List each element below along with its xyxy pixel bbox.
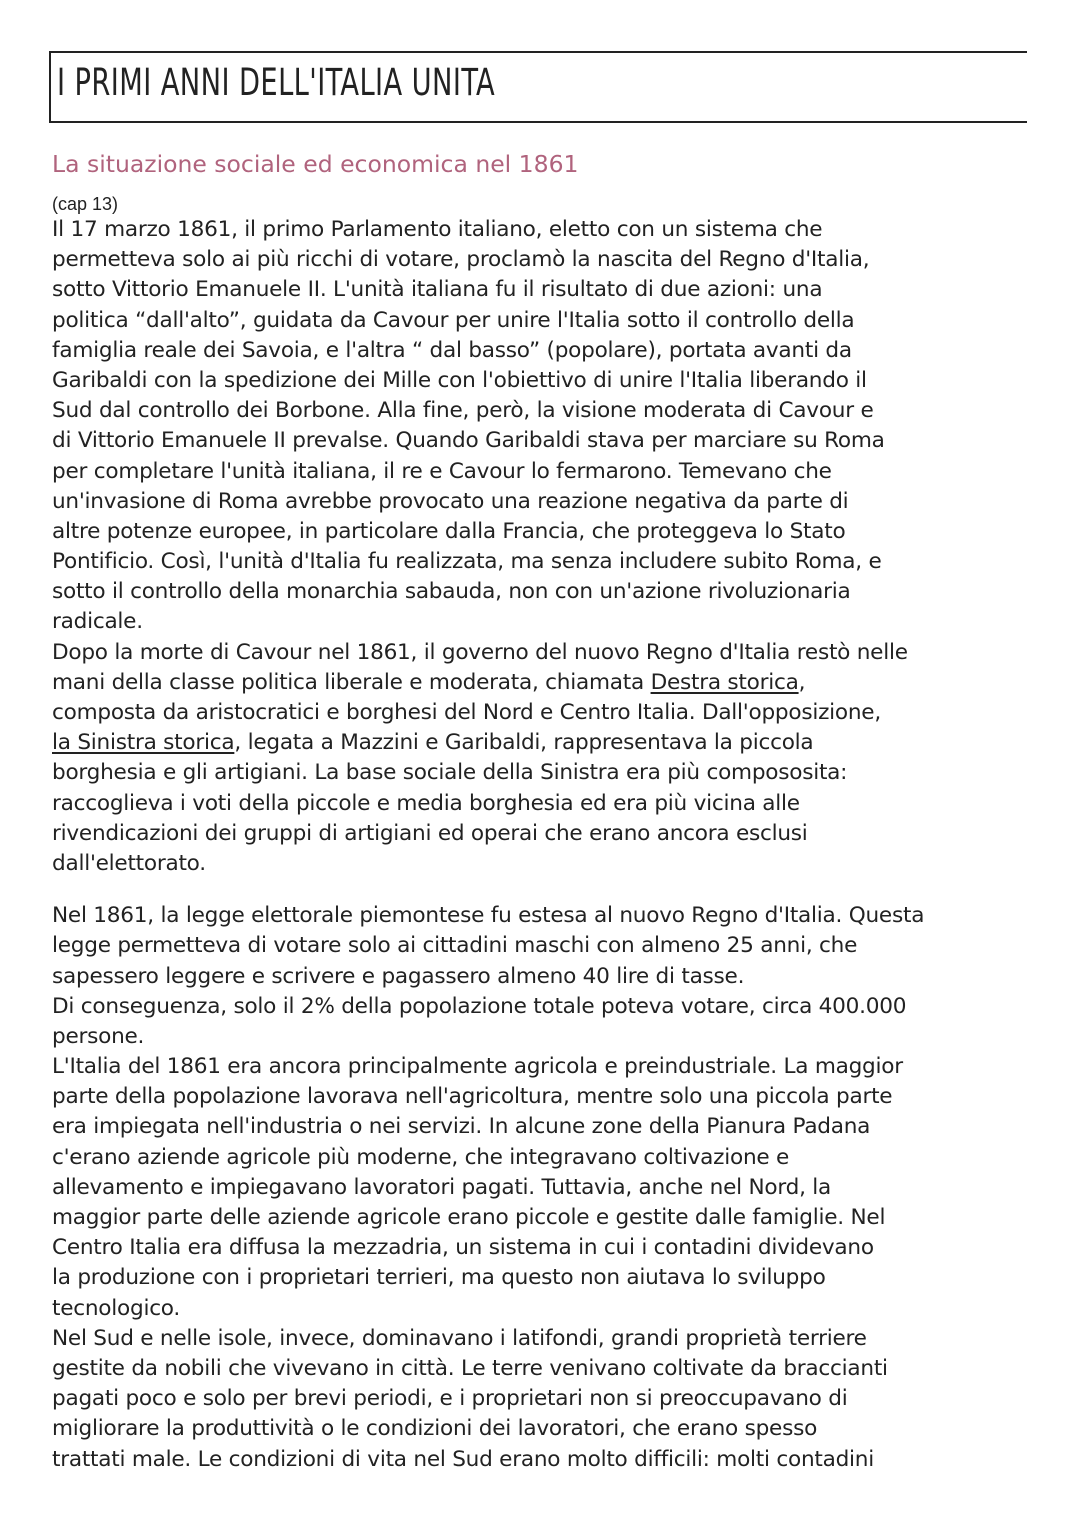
text-line: dall'elettorato. <box>52 850 206 876</box>
text-fragment: , legata a Mazzini e Garibaldi, rappresentava la piccola <box>234 730 814 756</box>
text-line: era impiegata nell'industria o nei servizi. In alcune zone della Pianura Padana <box>52 1114 871 1140</box>
text-line: gestite da nobili che vivevano in città. Le terre venivano coltivate da braccianti <box>52 1355 888 1381</box>
text-line: allevamento e impiegavano lavoratori pagati. Tuttavia, anche nel Nord, la <box>52 1174 832 1200</box>
text-line: pagati poco e solo per brevi periodi, e i proprietari non si preoccupavano di <box>52 1386 848 1412</box>
paragraph-gap <box>52 879 1042 901</box>
term-sinistra-storica: la Sinistra storica <box>52 730 235 756</box>
text-line: per completare l'unità italiana, il re e Cavour lo fermarono. Temevano che <box>52 458 832 484</box>
text-fragment: mani della classe politica liberale e moderata, chiamata <box>52 669 651 695</box>
text-line: composta da aristocratici e borghesi del Nord e Centro Italia. Dall'opposizione, <box>52 700 881 725</box>
text-line: Nel 1861, la legge elettorale piemontese fu estesa al nuovo Regno d'Italia. Questa <box>52 903 925 929</box>
text-line: c'erano aziende agricole più moderne, che integravano coltivazione e <box>52 1144 790 1170</box>
text-line: legge permetteva di votare solo ai cittadini maschi con almeno 25 anni, che <box>52 933 858 959</box>
text-line: Pontificio. Così, l'unità d'Italia fu realizzata, ma senza includere subito Roma, e <box>52 549 882 575</box>
term-destra-storica: Destra storica <box>650 669 799 695</box>
text-line: permetteva solo ai più ricchi di votare, proclamò la nascita del Regno d'Italia, <box>52 247 870 273</box>
text-line: di Vittorio Emanuele II prevalse. Quando Garibaldi stava per marciare su Roma <box>52 428 885 454</box>
text-line: sotto Vittorio Emanuele II. L'unità italiana fu il risultato di due azioni: una <box>52 277 823 303</box>
text-line: raccoglieva i voti della piccole e media borghesia ed era più vicina alle <box>52 790 800 816</box>
text-line: Garibaldi con la spedizione dei Mille con l'obiettivo di unire l'Italia liberando il <box>52 367 867 393</box>
text-line: borghesia e gli artigiani. La base sociale della Sinistra era più compososita: <box>52 760 848 786</box>
text-line: trattati male. Le condizioni di vita nel Sud erano molto difficili: molti contadini <box>52 1446 874 1472</box>
text-line: la produzione con i proprietari terrieri, ma questo non aiutava lo sviluppo <box>52 1265 826 1291</box>
chapter-reference: (cap 13) <box>52 194 119 214</box>
text-line: Di conseguenza, solo il 2% della popolazione totale poteva votare, circa 400.000 <box>52 993 907 1019</box>
body-text <box>52 215 1042 1475</box>
text-line: sapessero leggere e scrivere e pagassero almeno 40 lire di tasse. <box>52 963 745 989</box>
text-line: altre potenze europee, in particolare dalla Francia, che proteggeva lo Stato <box>52 518 846 544</box>
text-line: Centro Italia era diffusa la mezzadria, un sistema in cui i contadini dividevano <box>52 1235 874 1261</box>
text-line: L'Italia del 1861 era ancora principalmente agricola e preindustriale. La maggior <box>52 1054 903 1080</box>
section-heading: La situazione sociale ed economica nel 1861 <box>52 150 579 178</box>
text-line: parte della popolazione lavorava nell'agricoltura, mentre solo una piccola parte <box>52 1084 893 1110</box>
text-line: un'invasione di Roma avrebbe provocato una reazione negativa da parte di <box>52 488 849 514</box>
text-line: Dopo la morte di Cavour nel 1861, il governo del nuovo Regno d'Italia restò nelle <box>52 639 908 665</box>
paragraph-unification <box>52 215 1042 638</box>
text-line: sotto il controllo della monarchia sabauda, non con un'azione rivoluzionaria <box>52 579 851 605</box>
text-line: Il 17 marzo 1861, il primo Parlamento italiano, eletto con un sistema che <box>52 217 823 242</box>
text-line <box>52 728 1042 758</box>
title-box <box>49 51 1027 123</box>
text-line: tecnologico. <box>52 1295 181 1321</box>
text-line: radicale. <box>52 609 143 635</box>
text-line: Sud dal controllo dei Borbone. Alla fine, però, la visione moderata di Cavour e <box>52 398 874 424</box>
text-line: persone. <box>52 1023 145 1049</box>
text-line: maggior parte delle aziende agricole erano piccole e gestite dalle famiglie. Nel <box>52 1205 886 1230</box>
text-fragment: , <box>798 669 806 695</box>
text-line: migliorare la produttività o le condizioni dei lavoratori, che erano spesso <box>52 1416 818 1442</box>
text-line <box>52 668 1042 698</box>
text-line: rivendicazioni dei gruppi di artigiani ed operai che erano ancora esclusi <box>52 820 808 846</box>
paragraph-society-economy <box>52 901 1042 1475</box>
paragraph-political-parties <box>52 638 1042 880</box>
text-line: politica “dall'alto”, guidata da Cavour per unire l'Italia sotto il controllo della <box>52 307 855 333</box>
text-line: Nel Sud e nelle isole, invece, dominavano i latifondi, grandi proprietà terriere <box>52 1325 867 1351</box>
page-title: I PRIMI ANNI DELL'ITALIA UNITA <box>57 61 496 104</box>
text-line: famiglia reale dei Savoia, e l'altra “ dal basso” (popolare), portata avanti da <box>52 337 852 363</box>
